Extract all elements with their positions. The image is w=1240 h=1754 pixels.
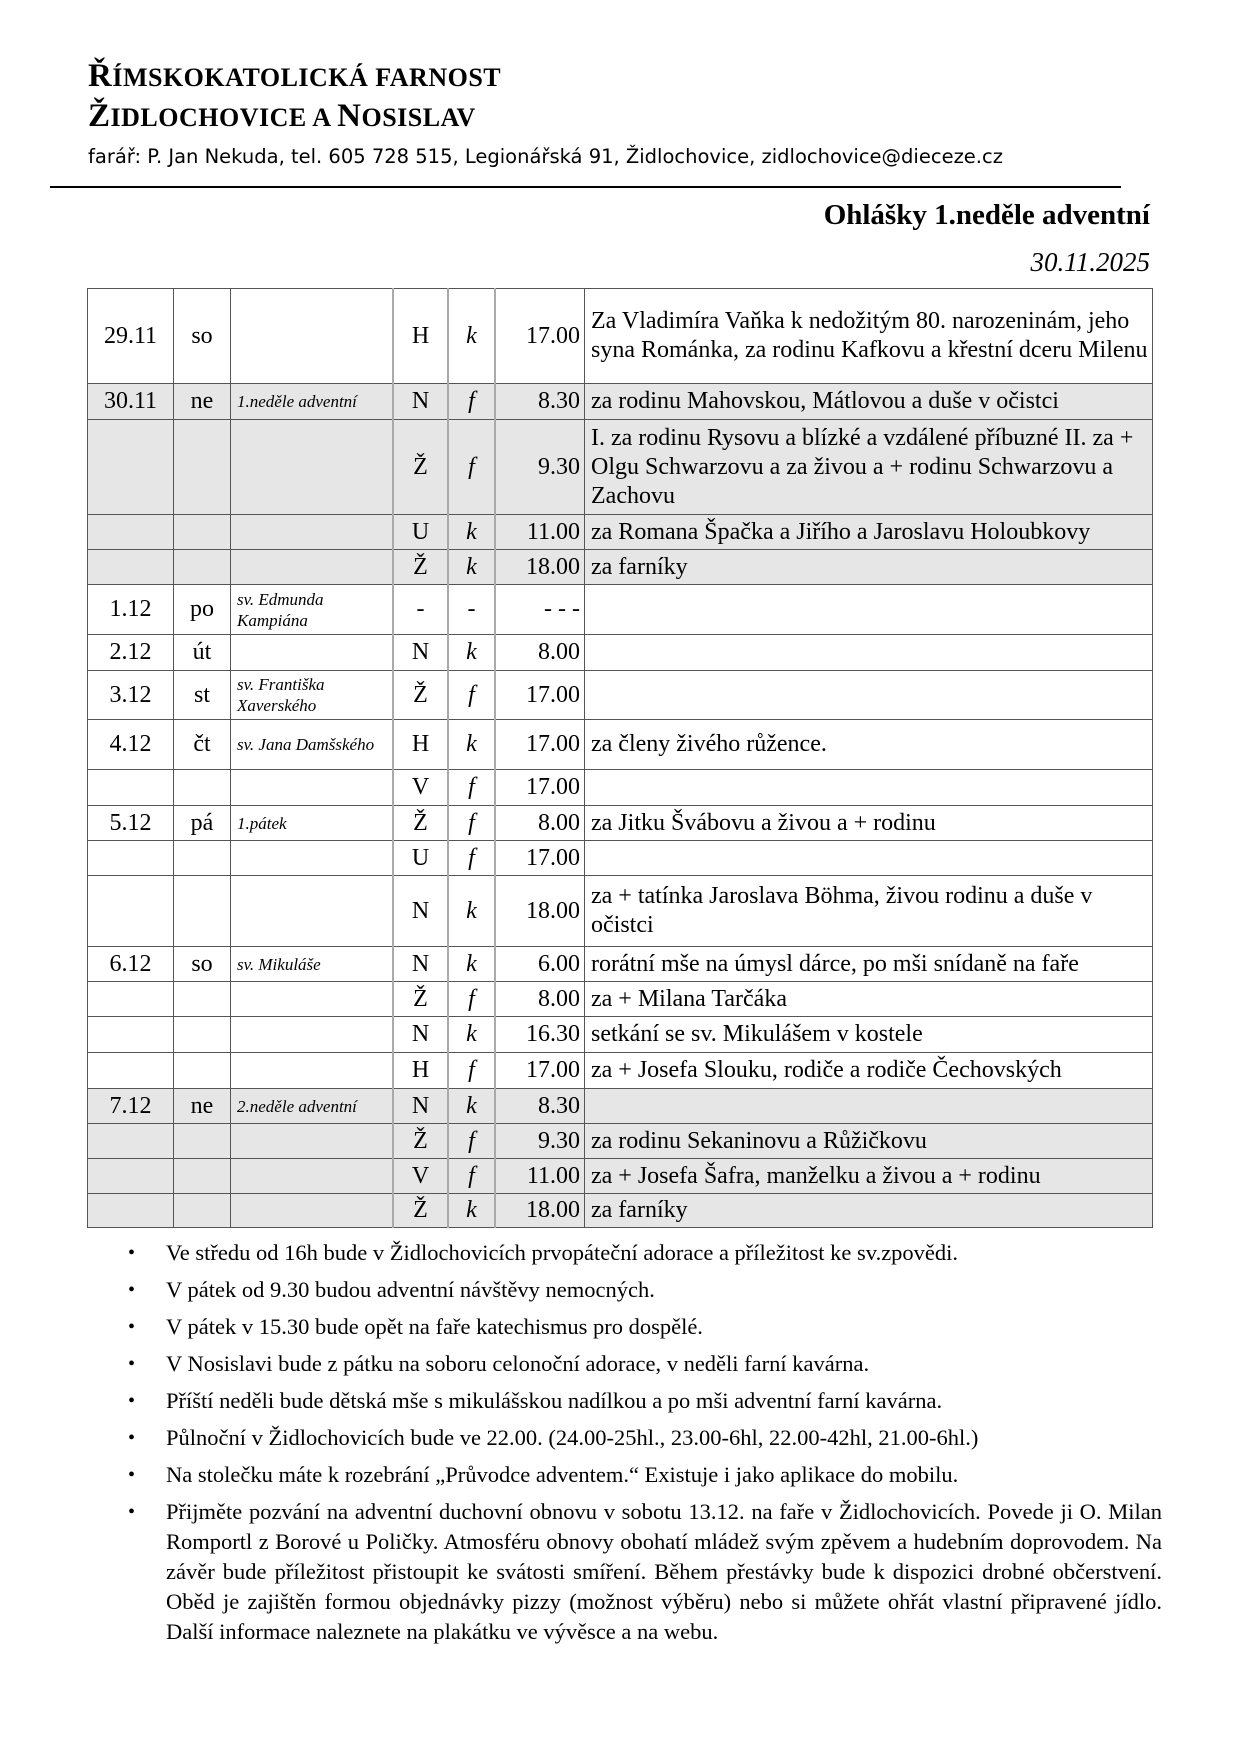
mass-type-cell: f [448,841,495,876]
place-cell: U [393,841,448,876]
intention-cell: rorátní mše na úmysl dárce, po mši snídaně na faře [585,947,1153,982]
initial-letter: Ř [88,58,113,94]
place-cell: U [393,515,448,550]
time-cell: 11.00 [495,1159,585,1194]
parish-name-text: ÍMSKOKATOLICKÁ FARNOST [112,63,502,92]
announcement-text: Příští neděli bude dětská mše s mikulášskou nadílkou a po mši adventní farní kavárna. [166,1388,943,1413]
date-cell: 30.11 [88,384,174,420]
place-cell: Ž [393,1124,448,1159]
time-cell: 17.00 [495,289,585,384]
initial-letter: Ž [88,98,111,134]
mass-type-cell: f [448,982,495,1017]
day-cell [174,841,231,876]
mass-type-cell: k [448,635,495,671]
day-cell [174,1159,231,1194]
feast-cell [231,1053,394,1089]
day-cell: pá [174,806,231,841]
date-cell [88,876,174,947]
mass-type-cell: k [448,947,495,982]
date-cell [88,1194,174,1228]
feast-cell [231,1194,394,1228]
bullet-icon: • [128,1279,136,1301]
schedule-row [88,1194,1153,1228]
intention-cell: za + tatínka Jaroslava Böhma, živou rodinu a duše v očistci [585,876,1153,947]
schedule-row [88,550,1153,585]
feast-cell: 2.neděle adventní [231,1089,394,1124]
contact-line: farář: P. Jan Nekuda, tel. 605 728 515, Legionářská 91, Židlochovice, zidlochovice@dieceze.cz [88,145,1003,168]
place-cell: Ž [393,982,448,1017]
intention-cell: za členy živého růžence. [585,720,1153,770]
feast-cell [231,770,394,806]
day-cell: ne [174,1089,231,1124]
intention-cell: Za Vladimíra Vaňka k nedožitým 80. narozeninám, jeho syna Románka, za rodinu Kafkovu a křestní dceru Milenu [585,289,1153,384]
mass-type-cell: f [448,384,495,420]
day-cell [174,550,231,585]
place-cell: Ž [393,671,448,720]
time-cell: 11.00 [495,515,585,550]
day-cell [174,982,231,1017]
schedule-row [88,671,1153,720]
announcement-text: Přijměte pozvání na adventní duchovní obnovu v sobotu 13.12. na faře v Židlochovicích. Povede ji O. Milan Romportl z Borové u Poličky. Atmosféru obnovy obohatí mládež svým zpěvem a hudebním doprovodem. Na závěr bude příležitost přistoupit ke svátosti smíření. Během přestávky bude k dispozici drobné občerstvení. Oběd je zajištěn formou objednávky pizzy (možnost výběru) nebo si můžete ohřát vlastní připravené jídlo. Další informace naleznete na plakátku ve vývěsce a na webu. [166,1499,1162,1644]
date-cell: 29.11 [88,289,174,384]
mass-type-cell: f [448,806,495,841]
place-cell: N [393,384,448,420]
mass-type-cell: k [448,1194,495,1228]
announcements-list [122,1238,1162,1647]
schedule-row [88,1124,1153,1159]
date-cell: 2.12 [88,635,174,671]
announcement-item [122,1386,1162,1416]
schedule-row [88,635,1153,671]
schedule-row [88,806,1153,841]
content-flow [87,288,1162,1654]
place-cell: H [393,720,448,770]
intention-cell [585,770,1153,806]
place-cell: N [393,947,448,982]
date-cell [88,1053,174,1089]
mass-type-cell: - [448,585,495,635]
date-cell [88,550,174,585]
intention-cell: za rodinu Sekaninovu a Růžičkovu [585,1124,1153,1159]
mass-type-cell: k [448,289,495,384]
date-cell [88,1124,174,1159]
day-cell: čt [174,720,231,770]
date-cell: 3.12 [88,671,174,720]
time-cell: 8.30 [495,1089,585,1124]
announcement-text: Na stolečku máte k rozebrání „Průvodce adventem.“ Existuje i jako aplikace do mobilu. [166,1462,959,1487]
mass-type-cell: f [448,1053,495,1089]
time-cell: 9.30 [495,420,585,515]
schedule-row [88,289,1153,384]
feast-cell [231,1159,394,1194]
bullet-icon: • [128,1353,136,1375]
bullet-icon: • [128,1427,136,1449]
time-cell: - - - [495,585,585,635]
time-cell: 16.30 [495,1017,585,1053]
intention-cell: za farníky [585,1194,1153,1228]
initial-letter: N [337,98,362,134]
schedule-row [88,1017,1153,1053]
announcement-item [122,1312,1162,1342]
mass-type-cell: k [448,1017,495,1053]
announcement-text: Půlnoční v Židlochovicích bude ve 22.00. (24.00-25hl., 23.00-6hl, 22.00-42hl, 21.00-6hl.) [166,1425,979,1450]
announcement-item [122,1423,1162,1453]
feast-cell [231,982,394,1017]
feast-cell [231,635,394,671]
intention-cell [585,635,1153,671]
document-title: Ohlášky 1.neděle adventní [823,199,1150,231]
date-cell [88,1159,174,1194]
day-cell [174,1194,231,1228]
intention-cell: za + Josefa Šafra, manželku a živou a + rodinu [585,1159,1153,1194]
intention-cell: za + Josefa Slouku, rodiče a rodiče Čechovských [585,1053,1153,1089]
place-cell: H [393,1053,448,1089]
place-cell: N [393,1089,448,1124]
schedule-row [88,876,1153,947]
place-cell: Ž [393,1194,448,1228]
schedule-row [88,585,1153,635]
intention-cell: setkání se sv. Mikulášem v kostele [585,1017,1153,1053]
feast-cell: sv. Edmunda Kampiána [231,585,394,635]
mass-type-cell: f [448,420,495,515]
feast-cell [231,1124,394,1159]
day-cell [174,1053,231,1089]
mass-type-cell: k [448,515,495,550]
mass-type-cell: f [448,1159,495,1194]
time-cell: 9.30 [495,1124,585,1159]
intention-cell [585,585,1153,635]
feast-cell [231,1017,394,1053]
parish-name [88,56,501,136]
parish-name-text: OSISLAV [361,103,476,132]
time-cell: 17.00 [495,720,585,770]
time-cell: 17.00 [495,770,585,806]
day-cell: so [174,289,231,384]
time-cell: 17.00 [495,841,585,876]
feast-cell: sv. Františka Xaverského [231,671,394,720]
day-cell: so [174,947,231,982]
day-cell [174,1017,231,1053]
schedule-row [88,720,1153,770]
feast-cell [231,841,394,876]
intention-cell [585,841,1153,876]
mass-type-cell: f [448,671,495,720]
intention-cell [585,1089,1153,1124]
day-cell [174,420,231,515]
mass-type-cell: f [448,1124,495,1159]
feast-cell [231,515,394,550]
bullet-icon: • [128,1390,136,1412]
feast-cell: sv. Mikuláše [231,947,394,982]
day-cell [174,1124,231,1159]
bullet-icon: • [128,1316,136,1338]
date-cell [88,420,174,515]
intention-cell: za rodinu Mahovskou, Mátlovou a duše v očistci [585,384,1153,420]
announcement-text: Ve středu od 16h bude v Židlochovicích prvopáteční adorace a příležitost ke sv.zpovědi. [166,1240,959,1265]
announcement-text: V pátek od 9.30 budou adventní návštěvy nemocných. [166,1277,655,1302]
day-cell: út [174,635,231,671]
place-cell: V [393,1159,448,1194]
announcement-item [122,1349,1162,1379]
mass-schedule-table [87,288,1153,1228]
announcement-text: V Nosislavi bude z pátku na soboru celonoční adorace, v neděli farní kavárna. [166,1351,870,1376]
place-cell: Ž [393,806,448,841]
feast-cell: sv. Jana Damšského [231,720,394,770]
time-cell: 18.00 [495,1194,585,1228]
place-cell: H [393,289,448,384]
feast-cell: 1.pátek [231,806,394,841]
date-cell [88,770,174,806]
day-cell: po [174,585,231,635]
mass-type-cell: k [448,876,495,947]
time-cell: 17.00 [495,671,585,720]
mass-type-cell: f [448,770,495,806]
schedule-row [88,515,1153,550]
feast-cell [231,420,394,515]
date-cell: 4.12 [88,720,174,770]
mass-type-cell: k [448,1089,495,1124]
bullet-icon: • [128,1464,136,1486]
announcement-item [122,1238,1162,1268]
time-cell: 8.00 [495,635,585,671]
place-cell: Ž [393,420,448,515]
intention-cell: za Jitku Švábovu a živou a + rodinu [585,806,1153,841]
intention-cell: za + Milana Tarčáka [585,982,1153,1017]
schedule-row [88,770,1153,806]
document-date: 30.11.2025 [1030,247,1150,277]
time-cell: 8.30 [495,384,585,420]
schedule-row [88,384,1153,420]
parish-name-text: IDLOCHOVICE A [110,103,338,132]
time-cell: 18.00 [495,876,585,947]
place-cell: N [393,876,448,947]
day-cell [174,876,231,947]
parish-name-line1 [88,56,501,96]
schedule-row [88,947,1153,982]
schedule-row [88,1159,1153,1194]
time-cell: 17.00 [495,1053,585,1089]
day-cell [174,515,231,550]
announcement-item [122,1460,1162,1490]
feast-cell [231,550,394,585]
date-cell: 5.12 [88,806,174,841]
place-cell: N [393,635,448,671]
time-cell: 8.00 [495,806,585,841]
date-cell [88,841,174,876]
announcement-item [122,1497,1162,1647]
date-cell [88,1017,174,1053]
schedule-row [88,841,1153,876]
day-cell: ne [174,384,231,420]
place-cell: N [393,1017,448,1053]
time-cell: 18.00 [495,550,585,585]
feast-cell [231,289,394,384]
day-cell [174,770,231,806]
intention-cell [585,671,1153,720]
date-cell: 7.12 [88,1089,174,1124]
place-cell: Ž [393,550,448,585]
announcement-text: V pátek v 15.30 bude opět na faře katechismus pro dospělé. [166,1314,703,1339]
schedule-row [88,420,1153,515]
parish-name-line2 [88,96,501,136]
place-cell: V [393,770,448,806]
schedule-row [88,982,1153,1017]
date-cell [88,515,174,550]
schedule-row [88,1053,1153,1089]
mass-type-cell: k [448,550,495,585]
time-cell: 8.00 [495,982,585,1017]
intention-cell: I. za rodinu Rysovu a blízké a vzdálené příbuzné II. za + Olgu Schwarzovu a za živou a + rodinu Schwarzovu a Zachovu [585,420,1153,515]
date-cell [88,982,174,1017]
intention-cell: za farníky [585,550,1153,585]
place-cell: - [393,585,448,635]
date-cell: 1.12 [88,585,174,635]
date-cell: 6.12 [88,947,174,982]
mass-type-cell: k [448,720,495,770]
schedule-row [88,1089,1153,1124]
feast-cell: 1.neděle adventní [231,384,394,420]
time-cell: 6.00 [495,947,585,982]
bullet-icon: • [128,1242,136,1264]
header-divider [50,186,1121,188]
bullet-icon: • [128,1501,136,1523]
day-cell: st [174,671,231,720]
announcement-item [122,1275,1162,1305]
feast-cell [231,876,394,947]
intention-cell: za Romana Špačka a Jiřího a Jaroslavu Holoubkovy [585,515,1153,550]
